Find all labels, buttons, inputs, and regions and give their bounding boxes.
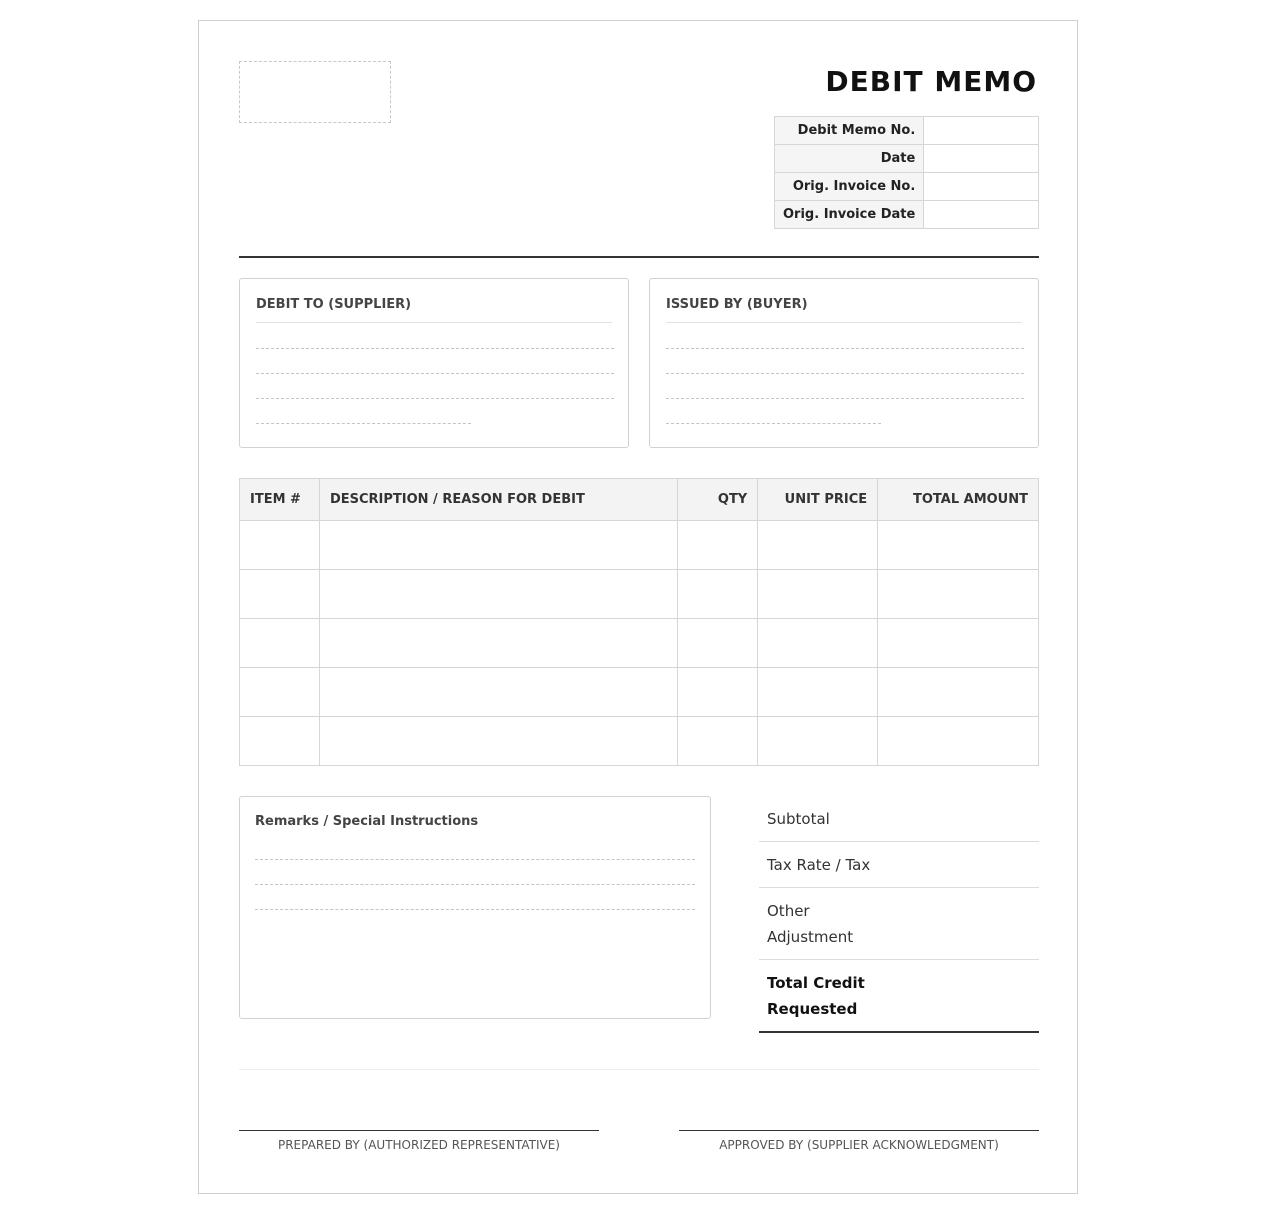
description-cell[interactable] (319, 619, 677, 668)
table-row (240, 668, 1039, 717)
footer-divider (239, 1069, 1039, 1070)
meta-row-orig-invoice-date (775, 201, 1039, 229)
tax-label: Tax Rate / Tax (767, 856, 871, 874)
description-cell[interactable] (319, 717, 677, 766)
issued-by-box (649, 278, 1039, 448)
description-cell[interactable] (319, 570, 677, 619)
address-line[interactable] (666, 373, 1024, 374)
total-amount-cell[interactable] (878, 521, 1039, 570)
line-items-table (239, 478, 1039, 766)
table-row (240, 570, 1039, 619)
column-header-qty: QTY (678, 479, 758, 521)
orig-invoice-date-field[interactable] (924, 201, 1039, 229)
table-row (240, 521, 1039, 570)
debit-to-heading: DEBIT TO (SUPPLIER) (256, 297, 412, 312)
memo-details-table (774, 116, 1039, 229)
heading-underline (256, 322, 612, 323)
item-number-cell[interactable] (240, 668, 320, 717)
debit-memo-page (198, 20, 1078, 1194)
totals-summary (759, 796, 1039, 1033)
remarks-heading: Remarks / Special Instructions (255, 814, 479, 829)
address-line[interactable] (256, 348, 614, 349)
column-header-item-number: ITEM # (240, 479, 320, 521)
item-number-cell[interactable] (240, 717, 320, 766)
orig-invoice-number-field[interactable] (924, 173, 1039, 201)
prepared-by-signature[interactable]: PREPARED BY (AUTHORIZED REPRESENTATIVE) (239, 1130, 599, 1152)
unit-price-cell[interactable] (758, 521, 878, 570)
meta-row-date (775, 145, 1039, 173)
unit-price-cell[interactable] (758, 717, 878, 766)
table-row (240, 717, 1039, 766)
meta-row-memo-number (775, 117, 1039, 145)
qty-cell[interactable] (678, 668, 758, 717)
meta-label: Orig. Invoice Date (775, 201, 924, 229)
address-line[interactable] (256, 373, 614, 374)
description-cell[interactable] (319, 521, 677, 570)
logo-placeholder[interactable] (239, 61, 391, 123)
address-line[interactable] (666, 348, 1024, 349)
address-line[interactable] (666, 398, 1024, 399)
meta-label: Date (775, 145, 924, 173)
remarks-line[interactable] (255, 909, 695, 910)
qty-cell[interactable] (678, 521, 758, 570)
unit-price-cell[interactable] (758, 668, 878, 717)
item-number-cell[interactable] (240, 570, 320, 619)
memo-number-field[interactable] (924, 117, 1039, 145)
total-amount-cell[interactable] (878, 619, 1039, 668)
table-header-row (240, 479, 1039, 521)
item-number-cell[interactable] (240, 521, 320, 570)
issued-by-heading: ISSUED BY (BUYER) (666, 297, 808, 312)
total-credit-label: Total Credit Requested (767, 974, 865, 1018)
description-cell[interactable] (319, 668, 677, 717)
column-header-description: DESCRIPTION / REASON FOR DEBIT (319, 479, 677, 521)
address-line[interactable] (256, 398, 614, 399)
meta-label: Orig. Invoice No. (775, 173, 924, 201)
item-number-cell[interactable] (240, 619, 320, 668)
other-adjustment-row[interactable] (759, 888, 1039, 960)
column-header-total-amount: TOTAL AMOUNT (878, 479, 1039, 521)
subtotal-label: Subtotal (767, 810, 830, 828)
other-adjustment-label: Other Adjustment (767, 902, 854, 946)
total-amount-cell[interactable] (878, 570, 1039, 619)
header-divider (239, 256, 1039, 258)
debit-to-box (239, 278, 629, 448)
total-credit-row[interactable] (759, 960, 1039, 1033)
qty-cell[interactable] (678, 717, 758, 766)
subtotal-row[interactable] (759, 796, 1039, 842)
heading-underline (666, 322, 1022, 323)
table-row (240, 619, 1039, 668)
total-amount-cell[interactable] (878, 668, 1039, 717)
tax-row[interactable] (759, 842, 1039, 888)
qty-cell[interactable] (678, 619, 758, 668)
address-line[interactable] (256, 423, 471, 424)
approved-by-signature[interactable]: APPROVED BY (SUPPLIER ACKNOWLEDGMENT) (679, 1130, 1039, 1152)
remarks-box (239, 796, 711, 1019)
unit-price-cell[interactable] (758, 619, 878, 668)
address-line[interactable] (666, 423, 881, 424)
column-header-unit-price: UNIT PRICE (758, 479, 878, 521)
date-field[interactable] (924, 145, 1039, 173)
document-title: DEBIT MEMO (825, 65, 1037, 98)
qty-cell[interactable] (678, 570, 758, 619)
meta-row-orig-invoice-number (775, 173, 1039, 201)
meta-label: Debit Memo No. (775, 117, 924, 145)
remarks-line[interactable] (255, 859, 695, 860)
unit-price-cell[interactable] (758, 570, 878, 619)
remarks-line[interactable] (255, 884, 695, 885)
total-amount-cell[interactable] (878, 717, 1039, 766)
